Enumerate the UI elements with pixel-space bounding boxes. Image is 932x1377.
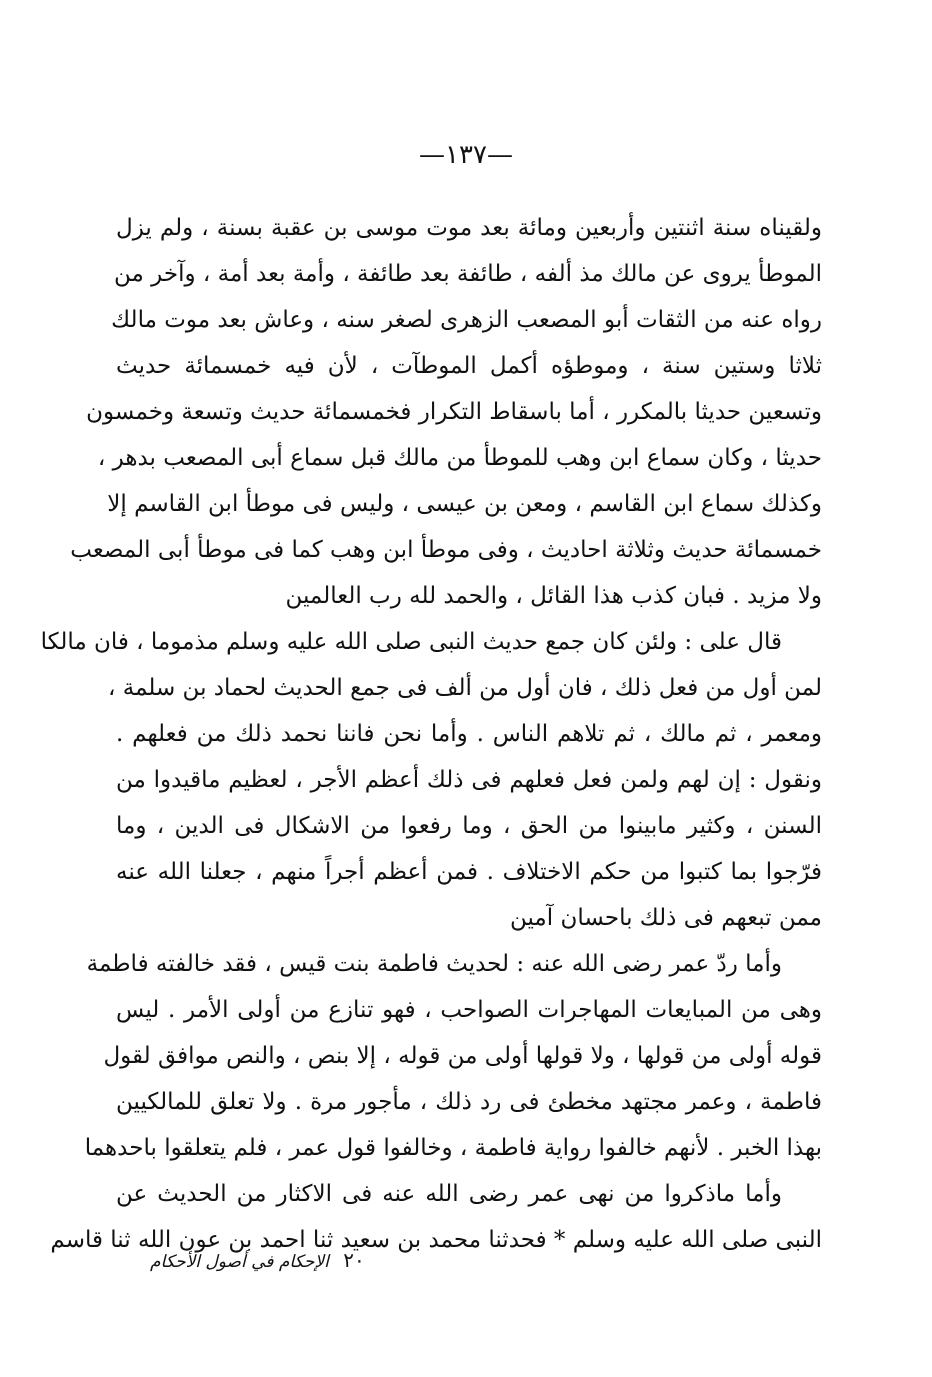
- text-line: وتسعين حديثا بالمكرر ، أما باسقاط التكرار فخمسمائة حديث وتسعة وخمسون: [86, 399, 822, 425]
- text-line: وأما ردّ عمر رضى الله عنه : لحديث فاطمة بنت قيس ، فقد خالفته فاطمة: [86, 951, 782, 977]
- text-line: فاطمة ، وعمر مجتهد مخطئ فى رد ذلك ، مأجور مرة . ولا تعلق للمالكيين: [116, 1089, 822, 1115]
- text-line: قال على : ولئن كان جمع حديث النبى صلى الله عليه وسلم مذموما ، فان مالكا: [40, 629, 782, 655]
- text-line: الموطأ يروى عن مالك مذ ألفه ، طائفة بعد طائفة ، وأمة بعد أمة ، وآخر من: [114, 261, 822, 287]
- body-text: [40, 205, 822, 1263]
- text-line: فرّجوا بما كتبوا من حكم الاختلاف . فمن أعظم أجراً منهم ، جعلنا الله عنه: [116, 859, 822, 885]
- text-line: خمسمائة حديث وثلاثة احاديث ، وفى موطأ ابن وهب كما فى موطأ أبى المصعب: [70, 537, 822, 563]
- footer-signature: [150, 1248, 365, 1272]
- text-line: النبى صلى الله عليه وسلم * فحدثنا محمد بن سعيد ثنا احمد بن عون الله ثنا قاسم: [50, 1227, 822, 1253]
- text-line: بهذا الخبر . لأنهم خالفوا رواية فاطمة ، وخالفوا قول عمر ، فلم يتعلقوا باحدهما: [84, 1135, 822, 1161]
- text-line: وأما ماذكروا من نهى عمر رضى الله عنه فى الاكثار من الحديث عن: [116, 1181, 782, 1207]
- text-line: ممن تبعهم فى ذلك باحسان آمين: [509, 905, 822, 931]
- text-line: ومعمر ، ثم مالك ، ثم تلاهم الناس . وأما نحن فاننا نحمد ذلك من فعلهم .: [116, 721, 822, 747]
- text-line: وهى من المبايعات المهاجرات الصواحب ، فهو تنازع من أولى الأمر . ليس: [116, 997, 822, 1023]
- text-line: السنن ، وكثير مابينوا من الحق ، وما رفعوا من الاشكال فى الدين ، وما: [116, 813, 822, 839]
- text-line: وكذلك سماع ابن القاسم ، ومعن بن عيسى ، وليس فى موطأ ابن القاسم إلا: [107, 491, 822, 517]
- text-line: حديثا ، وكان سماع ابن وهب للموطأ من مالك قبل سماع أبى المصعب بدهر ،: [97, 445, 822, 471]
- text-line: لمن أول من فعل ذلك ، فان أول من ألف فى جمع الحديث لحماد بن سلمة ،: [108, 675, 822, 701]
- text-line: ولقيناه سنة اثنتين وأربعين ومائة بعد موت موسى بن عقبة بسنة ، ولم يزل: [116, 215, 822, 241]
- signature-title: الإحكام في أصول الأحكام: [150, 1252, 329, 1272]
- text-line: ولا مزيد . فبان كذب هذا القائل ، والحمد لله رب العالمين: [285, 583, 822, 609]
- text-line: قوله أولى من قولها ، ولا قولها أولى من قوله ، إلا بنص ، والنص موافق لقول: [103, 1043, 822, 1069]
- text-line: ونقول : إن لهم ولمن فعل فعلهم فى ذلك أعظم الأجر ، لعظيم ماقيدوا من: [116, 767, 822, 793]
- signature-number: ٢٠: [343, 1248, 365, 1272]
- page-number: —١٣٧—: [419, 140, 513, 170]
- text-line: ثلاثا وستين سنة ، وموطؤه أكمل الموطآت ، لأن فيه خمسمائة حديث: [116, 353, 822, 379]
- text-line: رواه عنه من الثقات أبو المصعب الزهرى لصغر سنه ، وعاش بعد موت مالك: [111, 307, 822, 333]
